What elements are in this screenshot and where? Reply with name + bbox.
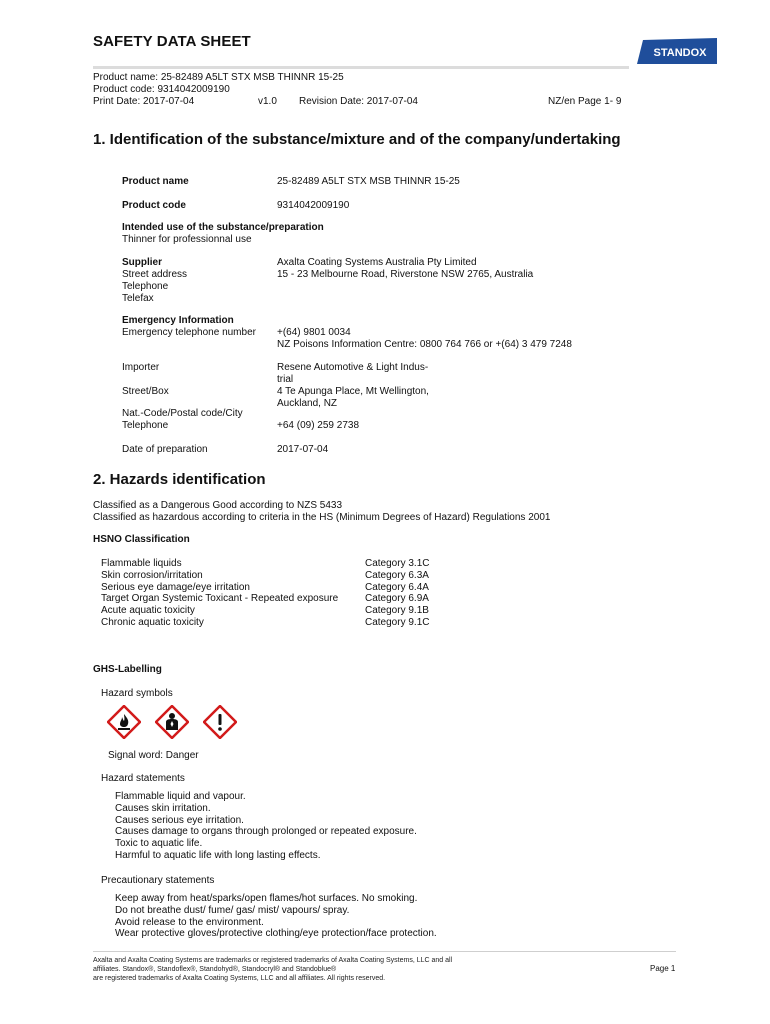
telefax-label: Telefax bbox=[122, 293, 154, 304]
footer-line-2: affiliates. Standox®, Standoflex®, Standohyd®, Standocryl® and Standoblue® bbox=[93, 966, 337, 973]
precautionary-statement: Avoid release to the environment. bbox=[115, 916, 264, 928]
product-code-line: Product code: 9314042009190 bbox=[93, 84, 230, 95]
importer-value-2: trial bbox=[277, 374, 294, 385]
hsno-category: Category 3.1C bbox=[365, 558, 430, 569]
product-code-value: 9314042009190 bbox=[277, 200, 350, 211]
hsno-hazard: Serious eye damage/eye irritation bbox=[101, 581, 250, 593]
revision-date: Revision Date: 2017-07-04 bbox=[299, 96, 418, 107]
street-address-label: Street address bbox=[122, 269, 188, 280]
hsno-hazard: Skin corrosion/irritation bbox=[101, 569, 203, 581]
hsno-category: Category 6.9A bbox=[365, 593, 429, 605]
hsno-categories bbox=[365, 558, 429, 629]
preparation-date-value: 2017-07-04 bbox=[277, 444, 329, 455]
classification-line-1: Classified as a Dangerous Good according to NZS 5433 bbox=[93, 500, 343, 511]
footer-line-1: Axalta and Axalta Coating Systems are trademarks or registered trademarks of Axalta Coating Systems, LLC and all bbox=[93, 957, 453, 964]
footer-page-number: Page 1 bbox=[650, 964, 676, 973]
poisons-centre-value: NZ Poisons Information Centre: 0800 764 766 or +(64) 3 479 7248 bbox=[277, 339, 572, 350]
importer-telephone-label: Telephone bbox=[122, 420, 169, 431]
document-title: SAFETY DATA SHEET bbox=[93, 33, 251, 50]
signal-word: Signal word: Danger bbox=[108, 750, 199, 761]
logo-text: STANDOX bbox=[653, 47, 707, 59]
precautionary-statements-list bbox=[115, 893, 437, 940]
supplier-label: Supplier bbox=[122, 257, 163, 268]
health-hazard-pictogram-icon bbox=[155, 705, 189, 739]
product-name-label: Product name bbox=[122, 176, 189, 187]
precautionary-statement: Do not breathe dust/ fume/ gas/ mist/ vapours/ spray. bbox=[115, 904, 350, 916]
hsno-hazard: Acute aquatic toxicity bbox=[101, 605, 195, 617]
street-address-value: 15 - 23 Melbourne Road, Riverstone NSW 2765, Australia bbox=[277, 269, 534, 280]
precautionary-statement: Keep away from heat/sparks/open flames/hot surfaces. No smoking. bbox=[115, 893, 418, 904]
standox-logo bbox=[637, 36, 721, 66]
hazard-statement: Causes skin irritation. bbox=[115, 802, 211, 814]
hsno-heading: HSNO Classification bbox=[93, 534, 190, 545]
section-1-heading: 1. Identification of the substance/mixture and of the company/undertaking bbox=[93, 131, 621, 148]
product-name-line: Product name: 25-82489 A5LT STX MSB THINNR 15-25 bbox=[93, 72, 344, 83]
emergency-info-label: Emergency Information bbox=[122, 315, 234, 326]
supplier-value: Axalta Coating Systems Australia Pty Limited bbox=[277, 257, 477, 268]
product-name-value: 25-82489 A5LT STX MSB THINNR 15-25 bbox=[277, 176, 460, 187]
flame-pictogram-icon bbox=[107, 705, 141, 739]
hsno-category: Category 6.4A bbox=[365, 581, 429, 593]
page-reference: NZ/en Page 1- 9 bbox=[548, 96, 622, 107]
version: v1.0 bbox=[258, 96, 277, 107]
importer-telephone-value: +64 (09) 259 2738 bbox=[277, 420, 360, 431]
hsno-hazard: Flammable liquids bbox=[101, 558, 182, 569]
hazard-statement: Causes damage to organs through prolonged or repeated exposure. bbox=[115, 826, 417, 838]
intended-use-value: Thinner for professionnal use bbox=[122, 234, 252, 245]
hazard-statement: Causes serious eye irritation. bbox=[115, 814, 244, 826]
exclamation-pictogram-icon bbox=[203, 705, 237, 739]
ghs-labelling-heading: GHS-Labelling bbox=[93, 664, 162, 675]
precautionary-statements-label: Precautionary statements bbox=[101, 875, 215, 886]
hsno-category: Category 9.1B bbox=[365, 605, 429, 617]
hsno-hazard: Chronic aquatic toxicity bbox=[101, 616, 204, 628]
print-date: Print Date: 2017-07-04 bbox=[93, 96, 195, 107]
product-code-label: Product code bbox=[122, 200, 186, 211]
hazard-statements-label: Hazard statements bbox=[101, 773, 185, 784]
preparation-date-label: Date of preparation bbox=[122, 444, 208, 455]
footer-line-3: are registered trademarks of Axalta Coating Systems, LLC and all affiliates. All rights reserved. bbox=[93, 975, 386, 982]
hazard-symbols-label: Hazard symbols bbox=[101, 688, 173, 699]
emergency-phone-label: Emergency telephone number bbox=[122, 327, 256, 338]
importer-value-1: Resene Automotive & Light Indus- bbox=[277, 362, 429, 373]
hsno-category: Category 9.1C bbox=[365, 616, 430, 628]
intended-use-label: Intended use of the substance/preparation bbox=[122, 222, 324, 233]
footer-rule bbox=[93, 951, 676, 952]
street-box-value: 4 Te Apunga Place, Mt Wellington, bbox=[277, 386, 429, 397]
emergency-phone-value: +(64) 9801 0034 bbox=[277, 327, 351, 338]
hazard-statement: Flammable liquid and vapour. bbox=[115, 791, 246, 802]
telephone-label: Telephone bbox=[122, 281, 169, 292]
header-rule bbox=[93, 66, 629, 69]
hazard-statement: Harmful to aquatic life with long lasting effects. bbox=[115, 849, 321, 861]
hazard-statements-list bbox=[115, 791, 417, 862]
city-value: Auckland, NZ bbox=[277, 398, 338, 409]
precautionary-statement: Wear protective gloves/protective clothing/eye protection/face protection. bbox=[115, 928, 437, 940]
classification-line-2: Classified as hazardous according to criteria in the HS (Minimum Degrees of Hazard) Regulations 2001 bbox=[93, 512, 551, 523]
importer-label: Importer bbox=[122, 362, 160, 373]
hsno-hazard: Target Organ Systemic Toxicant - Repeated exposure bbox=[101, 593, 339, 605]
section-2-heading: 2. Hazards identification bbox=[93, 471, 266, 488]
hazard-statement: Toxic to aquatic life. bbox=[115, 838, 203, 850]
hsno-category: Category 6.3A bbox=[365, 569, 429, 581]
hsno-table bbox=[101, 558, 338, 629]
postal-code-label: Nat.-Code/Postal code/City bbox=[122, 408, 243, 419]
street-box-label: Street/Box bbox=[122, 386, 169, 397]
